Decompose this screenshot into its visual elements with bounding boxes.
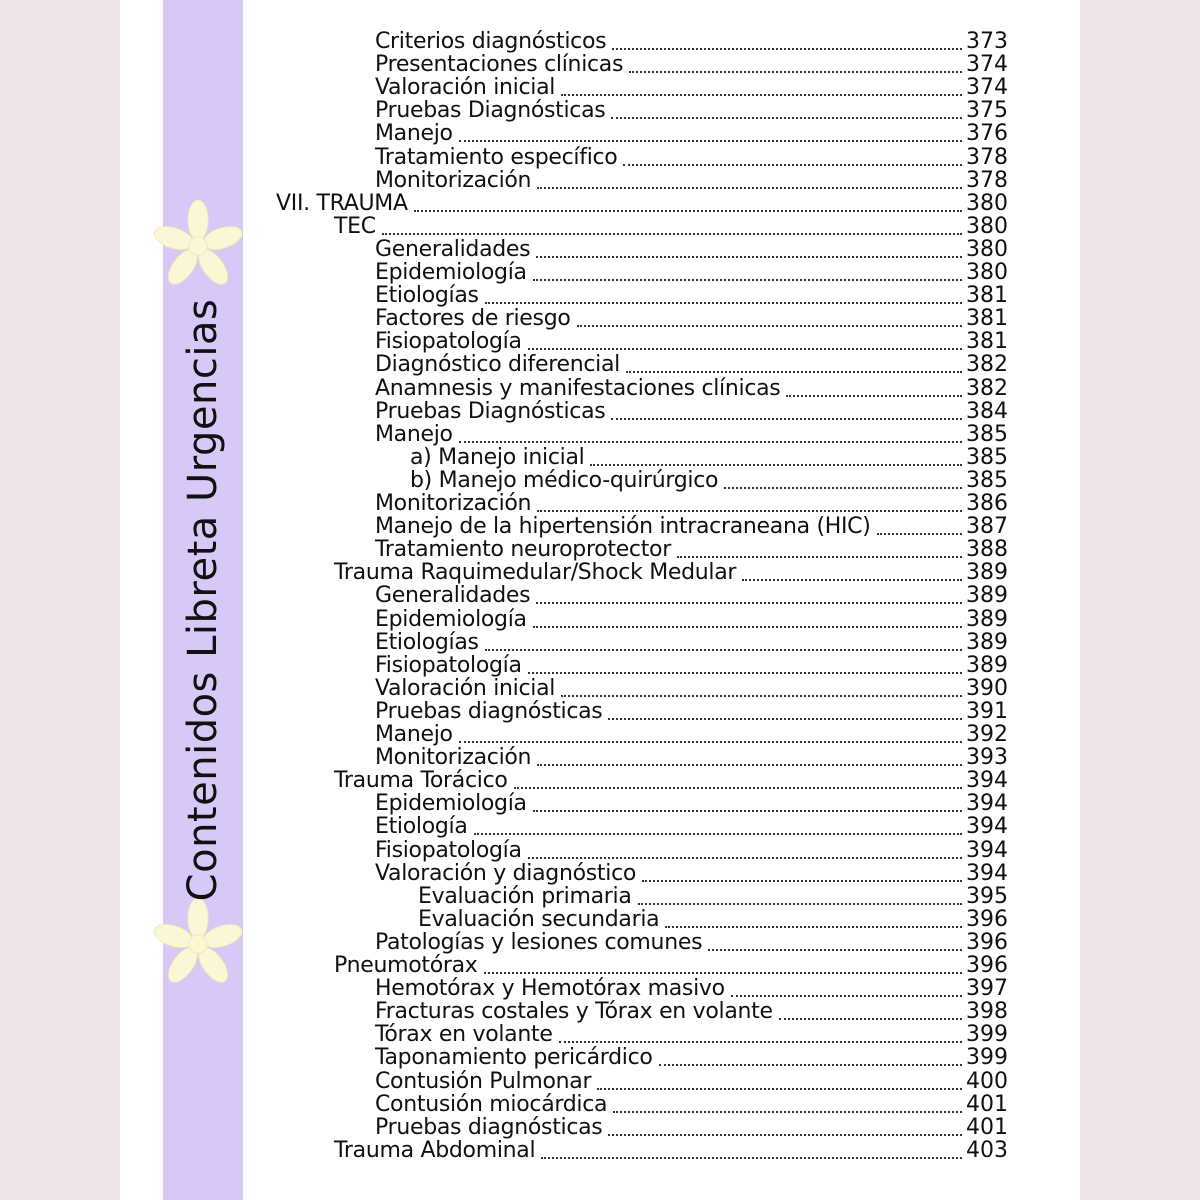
toc-entry: [375, 261, 1008, 285]
toc-entry-label: Manejo: [375, 421, 453, 447]
toc-entry: [375, 307, 1008, 331]
toc-entry-label: Tratamiento neuroprotector: [375, 537, 671, 563]
toc-entry: [375, 746, 1008, 770]
dot-leader: [623, 164, 962, 166]
toc-entry-label: Epidemiología: [375, 260, 527, 285]
dot-leader: [537, 764, 962, 766]
toc-entry: [375, 815, 1008, 839]
toc-entry: [375, 631, 1008, 655]
toc-entry-label: Tratamiento específico: [375, 144, 618, 170]
toc-entry: [375, 723, 1008, 747]
dot-leader: [533, 626, 962, 628]
dot-leader: [786, 395, 962, 397]
toc-entry-page: 378: [966, 167, 1008, 193]
toc-entry-label: Contusión miocárdica: [375, 1091, 608, 1117]
toc-entry-label: Manejo: [375, 722, 453, 747]
dot-leader: [528, 857, 962, 859]
toc-entry-page: 398: [966, 999, 1008, 1025]
toc-entry-page: 381: [966, 283, 1008, 309]
dot-leader: [459, 441, 962, 443]
toc-entry-page: 380: [966, 236, 1008, 262]
toc-entry-label: Evaluación primaria: [418, 883, 632, 909]
toc-entry-page: 375: [966, 98, 1008, 124]
dot-leader: [629, 71, 962, 73]
toc-entry-label: Criterios diagnósticos: [375, 29, 607, 54]
toc-entry-label: Pneumotórax: [334, 953, 478, 978]
dot-leader: [613, 1111, 962, 1113]
toc-entry: [375, 353, 1008, 377]
toc-entry-label: Valoración y diagnóstico: [375, 860, 637, 886]
toc-entry: [375, 330, 1008, 354]
dot-leader: [537, 510, 962, 512]
toc-entry: [375, 1000, 1008, 1024]
toc-entry: [418, 885, 1008, 909]
toc-entry-label: Monitorización: [375, 745, 532, 771]
toc-entry: [334, 215, 1008, 239]
toc-entry: [418, 908, 1008, 932]
toc-entry-page: 389: [966, 629, 1008, 655]
toc-entry: [375, 862, 1008, 886]
toc-entry-page: 380: [966, 260, 1008, 285]
toc-entry: [334, 561, 1008, 585]
dot-leader: [485, 649, 962, 651]
toc-entry: [375, 700, 1008, 724]
toc-entry-page: 387: [966, 514, 1008, 540]
toc-entry-label: Epidemiología: [375, 791, 527, 817]
dot-leader: [665, 926, 962, 928]
toc-entry-label: Diagnóstico diferencial: [375, 352, 620, 378]
dot-leader: [528, 348, 962, 350]
toc-entry-page: 394: [966, 791, 1008, 817]
toc-entry: [375, 608, 1008, 632]
toc-entry: [334, 954, 1008, 978]
toc-entry-label: Tórax en volante: [375, 1022, 553, 1048]
toc-entry: [375, 377, 1008, 401]
dot-leader: [724, 487, 962, 489]
toc-entry: [375, 423, 1008, 447]
toc-entry-page: 378: [966, 144, 1008, 170]
toc-entry: [375, 1023, 1008, 1047]
toc-entry-page: 392: [966, 722, 1008, 747]
toc-entry-label: Pruebas Diagnósticas: [375, 98, 606, 124]
toc-entry-label: Trauma Raquimedular/Shock Medular: [334, 560, 737, 586]
dot-leader: [642, 880, 962, 882]
toc-entry-page: 389: [966, 560, 1008, 586]
toc-entry-page: 390: [966, 675, 1008, 701]
toc-entry-label: Manejo de la hipertensión intracraneana (HIC): [375, 514, 871, 540]
toc-entry-label: Fisiopatología: [375, 837, 522, 863]
dot-leader: [742, 579, 962, 581]
toc-entry: [276, 192, 1008, 216]
dot-leader: [536, 602, 962, 604]
toc-entry: [375, 977, 1008, 1001]
toc-entry-page: 376: [966, 121, 1008, 147]
toc-entry-page: 385: [966, 444, 1008, 470]
toc-entry-label: Generalidades: [375, 583, 531, 609]
toc-entry-label: Patologías y lesiones comunes: [375, 929, 703, 955]
dot-leader: [561, 94, 962, 96]
flower-icon: [152, 200, 244, 292]
toc-entry-label: Anamnesis y manifestaciones clínicas: [375, 375, 781, 401]
dot-leader: [731, 995, 962, 997]
toc-entry: [410, 446, 1008, 470]
toc-entry-label: Monitorización: [375, 491, 532, 516]
toc-entry-label: Etiologías: [375, 629, 479, 655]
flower-icon: [152, 898, 244, 990]
toc-entry: [375, 839, 1008, 863]
toc-entry-label: Valoración inicial: [375, 675, 556, 701]
toc-entry: [375, 146, 1008, 170]
toc-entry-label: Epidemiología: [375, 606, 527, 632]
dot-leader: [611, 117, 962, 119]
toc-entry: [375, 76, 1008, 100]
toc-entry: [375, 99, 1008, 123]
toc-entry: [375, 400, 1008, 424]
toc-entry-label: Generalidades: [375, 236, 531, 262]
toc-entry-page: 399: [966, 1045, 1008, 1071]
toc-entry-label: Etiología: [375, 814, 468, 840]
toc-entry: [375, 515, 1008, 539]
toc-entry: [375, 284, 1008, 308]
toc-entry-page: 381: [966, 306, 1008, 332]
toc-entry-page: 380: [966, 213, 1008, 239]
toc-entry-label: Presentaciones clínicas: [375, 52, 624, 78]
toc-entry: [334, 769, 1008, 793]
toc-entry: [375, 792, 1008, 816]
toc-entry-page: 394: [966, 860, 1008, 886]
toc-entry-page: 381: [966, 329, 1008, 355]
toc-entry-label: Contusión Pulmonar: [375, 1068, 592, 1094]
dot-leader: [597, 1088, 962, 1090]
toc-entry-page: 388: [966, 537, 1008, 563]
toc-entry-page: 403: [966, 1137, 1008, 1163]
toc-entry: [375, 492, 1008, 516]
toc-entry: [375, 654, 1008, 678]
toc-entry-label: Trauma Torácico: [334, 768, 508, 794]
toc-entry-page: 380: [966, 190, 1008, 216]
toc-entry-page: 396: [966, 953, 1008, 978]
toc-entry: [375, 122, 1008, 146]
toc-entry-label: Evaluación secundaria: [418, 906, 660, 932]
dot-leader: [626, 371, 962, 373]
toc-entry-label: a) Manejo inicial: [410, 444, 585, 470]
dot-leader: [459, 140, 962, 142]
toc-entry-page: 394: [966, 768, 1008, 794]
dot-leader: [514, 787, 962, 789]
toc-entry: [375, 30, 1008, 54]
toc-entry: [375, 1046, 1008, 1070]
dot-leader: [382, 233, 962, 235]
dot-leader: [533, 279, 962, 281]
toc-entry-label: Etiologías: [375, 283, 479, 309]
dot-leader: [638, 903, 962, 905]
toc-entry: [375, 538, 1008, 562]
toc-entry-page: 396: [966, 906, 1008, 932]
dot-leader: [590, 464, 962, 466]
toc-entry-page: 394: [966, 814, 1008, 840]
toc-entry-label: Fracturas costales y Tórax en volante: [375, 999, 773, 1025]
toc-entry: [375, 584, 1008, 608]
toc-entry-page: 374: [966, 52, 1008, 78]
dot-leader: [484, 972, 962, 974]
toc-entry-page: 399: [966, 1022, 1008, 1048]
dot-leader: [474, 833, 962, 835]
dot-leader: [779, 1018, 962, 1020]
toc-entry-page: 382: [966, 375, 1008, 401]
toc-entry: [410, 469, 1008, 493]
toc-entry: [375, 169, 1008, 193]
toc-entry-page: 389: [966, 606, 1008, 632]
toc-entry: [375, 1093, 1008, 1117]
toc-entry-label: Fisiopatología: [375, 652, 522, 678]
dot-leader: [541, 1157, 962, 1159]
toc-entry-page: 394: [966, 837, 1008, 863]
toc-entry-label: TEC: [334, 213, 376, 239]
toc-entry-label: Factores de riesgo: [375, 306, 571, 332]
toc-entry: [375, 1070, 1008, 1094]
toc-entry-page: 386: [966, 491, 1008, 516]
toc-entry-label: Pruebas diagnósticas: [375, 1114, 603, 1140]
toc-entry: [375, 1116, 1008, 1140]
dot-leader: [608, 1134, 962, 1136]
toc-entry-page: 395: [966, 883, 1008, 909]
toc-entry-page: 397: [966, 976, 1008, 1002]
toc-entry-page: 385: [966, 467, 1008, 493]
toc-entry-label: Monitorización: [375, 167, 532, 193]
toc-entry-label: Taponamiento pericárdico: [375, 1045, 653, 1071]
dot-leader: [414, 210, 962, 212]
dot-leader: [528, 672, 962, 674]
toc-entry-label: Pruebas Diagnósticas: [375, 398, 606, 424]
dot-leader: [659, 1064, 962, 1066]
dot-leader: [677, 556, 962, 558]
toc-entry: [375, 677, 1008, 701]
dot-leader: [577, 325, 962, 327]
dot-leader: [559, 1041, 962, 1043]
toc-entry-label: Hemotórax y Hemotórax masivo: [375, 976, 725, 1002]
toc-entry-page: 389: [966, 652, 1008, 678]
toc-entry: [375, 238, 1008, 262]
dot-leader: [537, 187, 962, 189]
toc-entry-page: 373: [966, 29, 1008, 54]
toc-entry-page: 401: [966, 1114, 1008, 1140]
toc-entry-page: 400: [966, 1068, 1008, 1094]
toc-entry-page: 396: [966, 929, 1008, 955]
toc-entry-label: Valoración inicial: [375, 75, 556, 101]
toc-entry-page: 382: [966, 352, 1008, 378]
dot-leader: [533, 810, 962, 812]
toc-entry-label: b) Manejo médico-quirúrgico: [410, 467, 719, 493]
toc-entry-page: 374: [966, 75, 1008, 101]
toc-entry-label: Pruebas diagnósticas: [375, 698, 603, 724]
toc-entry-page: 384: [966, 398, 1008, 424]
toc-entry: [334, 1139, 1008, 1163]
dot-leader: [612, 48, 962, 50]
toc-entry-label: VII. TRAUMA: [276, 190, 408, 216]
dot-leader: [611, 418, 962, 420]
dot-leader: [608, 718, 962, 720]
dot-leader: [536, 256, 962, 258]
toc-entry-page: 391: [966, 698, 1008, 724]
toc-entry-page: 401: [966, 1091, 1008, 1117]
toc-entry-page: 389: [966, 583, 1008, 609]
toc-entry: [375, 931, 1008, 955]
dot-leader: [708, 949, 962, 951]
toc-entry: [375, 53, 1008, 77]
dot-leader: [485, 302, 962, 304]
toc-entry-label: Fisiopatología: [375, 329, 522, 355]
dot-leader: [561, 695, 962, 697]
dot-leader: [877, 533, 962, 535]
toc-entry-page: 393: [966, 745, 1008, 771]
toc-entry-page: 385: [966, 421, 1008, 447]
toc-entry-label: Trauma Abdominal: [334, 1137, 536, 1163]
toc-entry-label: Manejo: [375, 121, 453, 147]
sidebar-title: Contenidos Libreta Urgencias: [180, 298, 226, 902]
dot-leader: [459, 741, 962, 743]
